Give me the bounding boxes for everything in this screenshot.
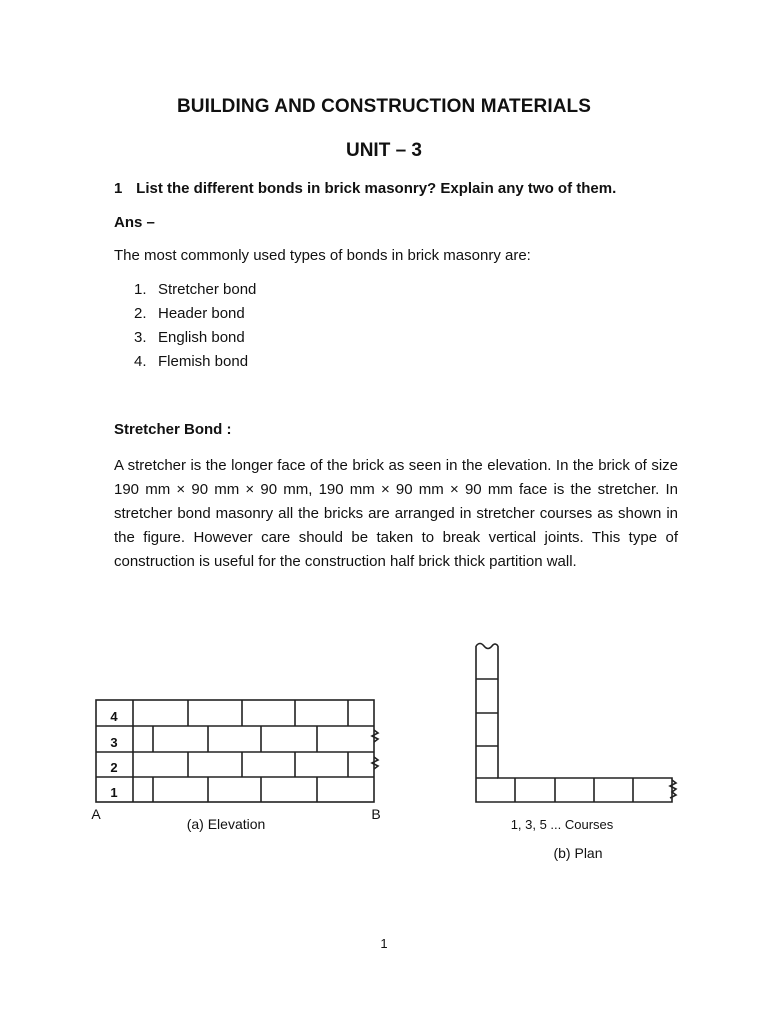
question-text: List the different bonds in brick masonry? Explain any two of them. [136,180,617,197]
list-item [134,281,256,305]
break-mark-icon [670,780,676,798]
course-label: 1 [110,785,118,800]
answer-label: Ans – [114,214,155,231]
break-mark-icon [476,644,498,649]
list-item-label: English bond [158,329,245,346]
list-item-number: 1. [134,281,147,298]
list-item-number: 3. [134,329,147,346]
unit-heading: UNIT – 3 [345,140,423,161]
elevation-outline [96,700,374,802]
list-item [134,305,256,329]
course-label: 2 [110,760,118,775]
plan-outline [476,646,672,802]
elevation-caption: (a) Elevation [186,816,266,832]
plan-caption: (b) Plan [553,845,603,861]
question [114,180,616,197]
list-item-label: Stretcher bond [158,281,257,298]
list-item [134,329,256,353]
elevation-end-b: B [371,806,381,822]
list-item-label: Header bond [158,305,245,322]
question-number: 1 [114,180,123,197]
course-label: 4 [110,709,118,724]
body-paragraph: A stretcher is the longer face of the brick as seen in the elevation. In the brick of size 190 mm × 90 mm × 90 mm, 190 mm × 90 mm × 90 mm face is the stretcher. In stretcher bond masonry all the bricks are arranged in stretcher courses as shown in the figure. However care should be taken to break vertical joints. This type of construction is useful for the construction half brick thick partition wall. [114,457,678,570]
bond-types-list [134,281,256,377]
elevation-diagram [96,700,378,802]
list-item-number: 2. [134,305,147,322]
break-mark-icon [372,730,378,742]
section-heading: Stretcher Bond : [114,421,232,438]
list-item-label: Flemish bond [158,353,249,370]
plan-diagram [476,644,676,803]
list-item [134,353,256,377]
plan-courses-label: 1, 3, 5 ... Courses [510,817,614,832]
elevation-end-a: A [91,806,101,822]
stretcher-bond-figure [0,600,768,900]
course-label: 3 [110,735,118,750]
intro-text: The most commonly used types of bonds in brick masonry are: [114,247,531,264]
break-mark-icon [372,757,378,769]
document-title: BUILDING AND CONSTRUCTION MATERIALS [176,96,592,117]
list-item-number: 4. [134,353,147,370]
page-number: 1 [380,936,388,951]
